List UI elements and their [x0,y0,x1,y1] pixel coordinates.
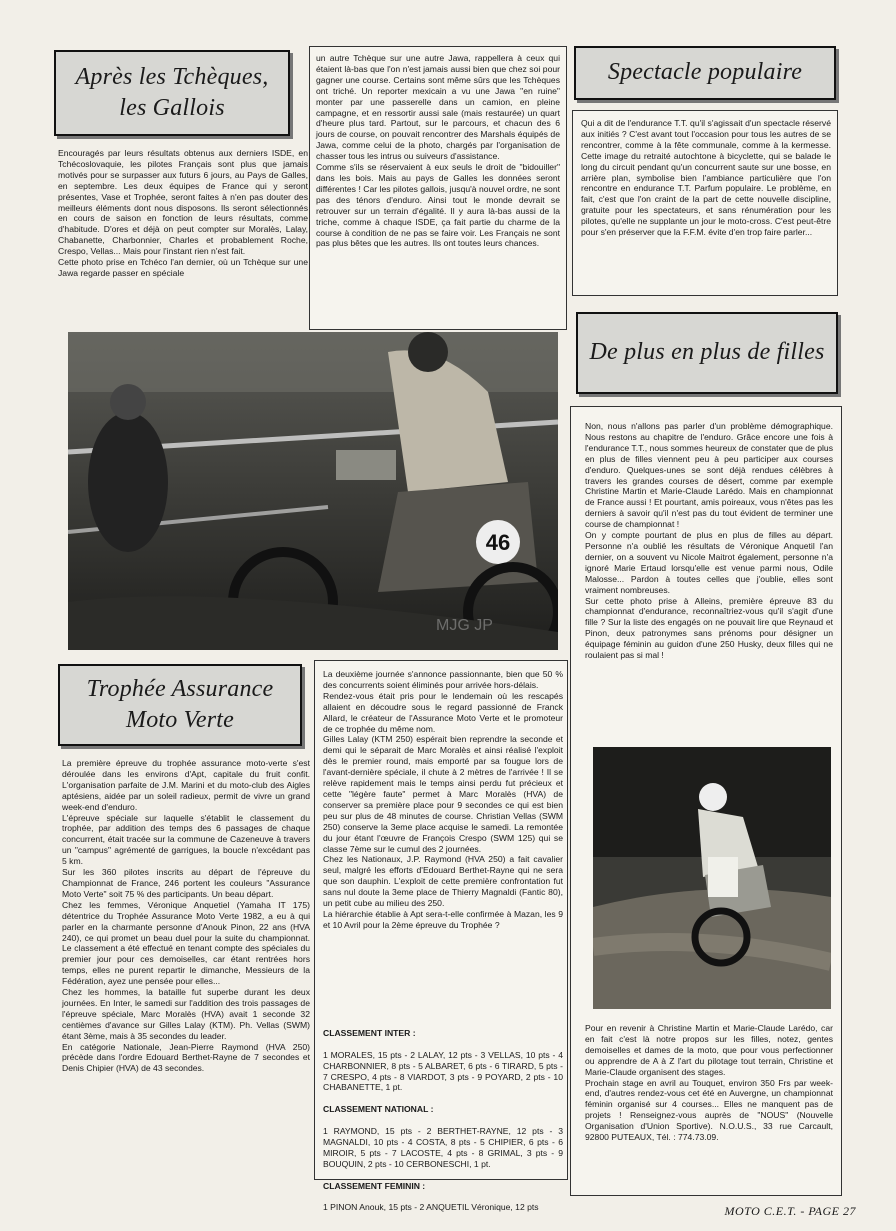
gallois-title: Après les Tchèques, les Gallois [75,63,269,121]
classement-national: 1 RAYMOND, 15 pts - 2 BERTHET-RAYNE, 12 pts - 3 MAGNALDI, 10 pts - 4 COSTA, 8 pts - 5 CHIPIER, 6 pts - 6 MIROIR, 5 pts - 7 LACOSTE, 4 pts - 8 GRIMAL, 3 pts - 9 BOUQUIN, 2 pts - 10 CERBONESCHI, 1 pt. [323,1126,563,1169]
photo-alleins-rider [593,747,831,1009]
photo-race-number: 46 [485,530,511,555]
filles-text-2: Pour en revenir à Christine Martin et Marie-Claude Larédo, car en fait c'est là notre propos sur les filles, notez, gentes demoiselles et dames de la moto, que pour vous perfectionner ou apprendre de A à Z l'art du pilotage tout terrain, Christine et Marie-Claude organisent des stages. Prochain stage en avril au Touquet, environ 350 Frs par week-end, d'autres rendez-vous cet été en Auvergne, un championnat féminin organisé sur 4 courses... Elles ne manquent pas de projets ! Renseignez-vous auprès de "NOUS" (Nouvelle Organisation d'Union Sportive). N.O.U.S., 33 rue Carcault, 92800 PUTEAUX, Tél. : 774.73.09. [585,1023,833,1143]
classement-national-label: CLASSEMENT NATIONAL : [323,1104,434,1115]
classement-inter-label: CLASSEMENT INTER : [323,1027,416,1038]
classement-inter: 1 MORALES, 15 pts - 2 LALAY, 12 pts - 3 VELLAS, 10 pts - 4 CHARBONNIER, 8 pts - 5 ALBARET, 6 pts - 6 TIRARD, 5 pts - 7 CRESPO, 4 pts - 8 VIARDOT, 3 pts - 9 POYARD, 2 pts - 10 CHABANETTE, 1 pt. [323,1049,563,1093]
trophee-text-1: La première épreuve du trophée assurance moto-verte s'est déroulée dans les environs d'Apt, capitale du fruit confit. L'organisation parfaite de J.M. Marini et du moto-club des Aigles aptésiens, aidée par un soleil radieux, permit de vivre un grand week-end d'enduro. L'épreuve spéciale sur laquelle s'établit le classement du trophée, par addition des temps des 6 passages de chaque concurrent, était tracée sur la commune de Cazeneuve à travers un "campus" agrémenté de garrigues, la boucle n'excédant pas 5 km. Sur les 360 pilotes inscrits au départ de l'épreuve du Championnat de France, 246 portent les couleurs "Assurance Moto Verte" soit 75 % des participants. Un beau départ. Chez les femmes, Véronique Anquetiel (Yamaha IT 175) détentrice du Trophée Assurance Moto Verte 1982, a eu à qui parler en la charmante personne d'Anouk Pinon, 22 ans (HVA 240), ce qui promet un beau duel pour la suite du championnat. Le classement a été effectué en tenant compte des spéciales du premier jour pour ces demoiselles, car étant rentrées hors temps, elles ne purent repartir le dimanche, Messieurs de la Fédération, ayez une pensée pour elles... Chez les hommes, la bataille fut superbe durant les deux journées. En Inter, le samedi sur l'addition des trois passages de l'épreuve spéciale, Marc Moralès (HVA) avait 1 seconde 32 centièmes d'avance sur Gilles Lalay (KTM). Ph. Vellas (SWM) étant 3ème, mais à 35 secondes du leader. En catégorie Nationale, Jean-Pierre Raymond (HVA 250) précède dans l'ordre Edouard Berthet-Rayne de 7 secondes et Denis Chipier (HVA) de 43 secondes. [62,758,310,1074]
classement-feminin-label: CLASSEMENT FEMININ : [323,1180,426,1191]
gallois-column-2 [309,46,567,330]
filles-text-1: Non, nous n'allons pas parler d'un problème démographique. Nous restons au chapitre de l'enduro. Grâce encore une fois à l'endurance T.T., nous sommes heureux de constater que de plus en plus de filles viennent peu à peu participer aux courses d'enduro. Quelques-unes se sont déjà rendues célèbres à travers les grandes courses de désert, comme par exemple Christine Martin et Marie-Claude Larédo. Mais en championnat de France aussi ! Et pourtant, amis poireaux, vous n'êtes pas les derniers à savoir qu'il n'est pas du tout évident de terminer une course de championnat ! On y compte pourtant de plus en plus de filles au départ. Personne n'a oublié les résultats de Véronique Anquetil l'an dernier, on a souvent vu Nicole Maitrot également, personne n'a ignoré Marie Ertaud lorsqu'elle est venue parmi nous, Odile Malosse... Pardon à toutes celles que j'oublie, elles sont vraiment nombreuses. Sur cette photo prise à Alleins, première épreuve 83 du championnat d'endurance, reconnaîtriez-vous qu'il s'agit d'une fille ? Sur la liste des engagés on ne pouvait lire que Reynaud et Pinon, deux patronymes sans prénoms pour désigner un équipage féminin au guidon d'une 250 Husky, deux filles qui ne roulaient pas si mal ! [585,421,833,661]
photo-alleins-image [593,747,831,1009]
classement-block [323,1017,563,1224]
photo-jawa-marshal-image [68,332,558,650]
page-footer: MOTO C.E.T. - PAGE 27 [724,1204,856,1218]
spectacle-title: Spectacle populaire [607,59,803,86]
trophee-title: Trophée Assurance Moto Verte [86,675,274,733]
spectacle-title-box [574,46,836,100]
photo-watermark: MJG JP [436,617,493,634]
filles-title: De plus en plus de filles [589,339,825,366]
filles-title-box [576,312,838,394]
trophee-column-2 [314,660,568,1213]
gallois-text-1: Encouragés par leurs résultats obtenus aux derniers ISDE, en Tchécoslovaquie, les pilotes Français sont plus que jamais motivés pour se surpasser aux futurs 6 jours, au Pays de Galles, en septembre. Les deux équipes de France qui y seront présentes, Vase et Trophée, seront faites à n'en pas douter des meilleurs éléments dont nous disposons. Ils seront sélectionnés en cours de saison en fonction de leurs résultats, comme d'habitude. D'ores et déjà on peut compter sur Moralès, Lalay, Chabanette, Charbonnier, Charles et probablement Roche, Crespo, Vellas... Mais pour l'instant rien n'est fait. Cette photo prise en Tchéco l'an dernier, où un Tchèque sur une Jawa regarde passer en spéciale [58,148,308,278]
gallois-title-box [54,50,290,136]
spectacle-text: Qui a dit de l'endurance T.T. qu'il s'agissait d'un spectacle réservé aux initiés ? C'est avant tout l'occasion pour tous les autres de se rencontrer, comme à la fête communale, comme à la kermesse. Cette image du retraité autochtone à bicyclette, qui se balade le long du circuit pendant qu'un concurrent saute sur une bosse, en arrière plan, symbolise bien l'ambiance particulière que l'on rencontre en endurance T.T. Parfum populaire. Le problème, en fait, c'est que l'on craint de la part de cette nouvelle discipline, gratuite pour les spectateurs, et sans rénumération pour les pilotes, qu'elle ne supplante un jour le moto-cross. C'est peut-être pour s'en préserver que la F.F.M. évite d'en trop faire parler... [581,118,831,238]
spectacle-column [572,110,838,296]
trophee-text-2: La deuxième journée s'annonce passionnante, bien que 50 % des concurrents soient éliminés pour arrivée hors-délais. Rendez-vous était pris pour le lendemain où les rescapés allaient en découdre sous le regard passionné de Franck Allard, le créateur de l'Assurance Moto Verte et le promoteur de ce trophée du même nom. Gilles Lalay (KTM 250) espérait bien reprendre la seconde et demi qui le séparait de Marc Moralès et ainsi réalisé l'exploit dès le premier round, mais emporté par sa fougue lors de l'avant-dernière spéciale, il chute à 2 mètres de l'arrivée ! Il se relève rapidement mais le temps ainsi perdu fut précieux et cette "légère faute" permet à Marc Moralès (HVA) de conserver sa première place pour 9 secondes ce qui est bien peu sur plus de 48 minutes de course. Christian Vellas (SWM 250) conserve la 3eme place acquise le samedi. La remontée du jour étant l'œuvre de François Crespo (SWM 125) qui se classe 7ème sur le cumul des 2 journées. Chez les Nationaux, J.P. Raymond (HVA 250) a fait cavalier seul, malgré les efforts d'Edouard Berthet-Rayne qui ne sera que son dauphin. L'exploit de cette première confrontation fut sans nul doute la 3eme place de Thierry Magnaldi (Fantic 80), un petit cube au milieu des 250. La hiérarchie établie à Apt sera-t-elle confirmée à Mazan, les 9 et 10 Avril pour la 2ème épreuve du Trophée ? [323,669,563,930]
photo-jawa-marshal [68,332,558,650]
filles-column [570,406,842,1196]
gallois-column-1 [58,148,308,324]
trophee-title-box [58,664,302,746]
trophee-column-1 [58,754,314,1174]
classement-feminin: 1 PINON Anouk, 15 pts - 2 ANQUETIL Véronique, 12 pts [323,1202,539,1213]
gallois-text-2: un autre Tchèque sur une autre Jawa, rappellera à ceux qui étaient là-bas que l'on n'est jamais aussi bien que chez soi pour gagner une course. Certains sont même sûrs que les Tchèques ont triché. Un reporter mexicain a vu une Jawa "en ruine" monter par une passerelle dans un camion, en pleine campagne, et en ressortir aussi sale (mais restaurée) un quart d'heure plus tard. Partout, sur le parcours, et chacun des 6 jours de course, on pouvait rencontrer des Marshals équipés de Jawa, comme celui de la photo, chargés par l'organisation de chasser tous les intrus ou suiveurs d'assistance. Comme s'ils se réservaient à eux seuls le droit de "bidouiller" dans les bois. Mais au pays de Galles les données seront différentes ! Car les pilotes gallois, jusqu'à nouvel ordre, ne sont pas des ténors d'enduro. Ainsi tout le monde devrait se retrouver sur un terrain d'égalité. Il y aura là-bas aussi de la triche, comme à chaque ISDE, ça fait partie du charme de la course à condition de ne pas se faire voir. Les Français ne sont pas plus bêtes que les autres. Ils ont toutes leurs chances. [316,53,560,249]
